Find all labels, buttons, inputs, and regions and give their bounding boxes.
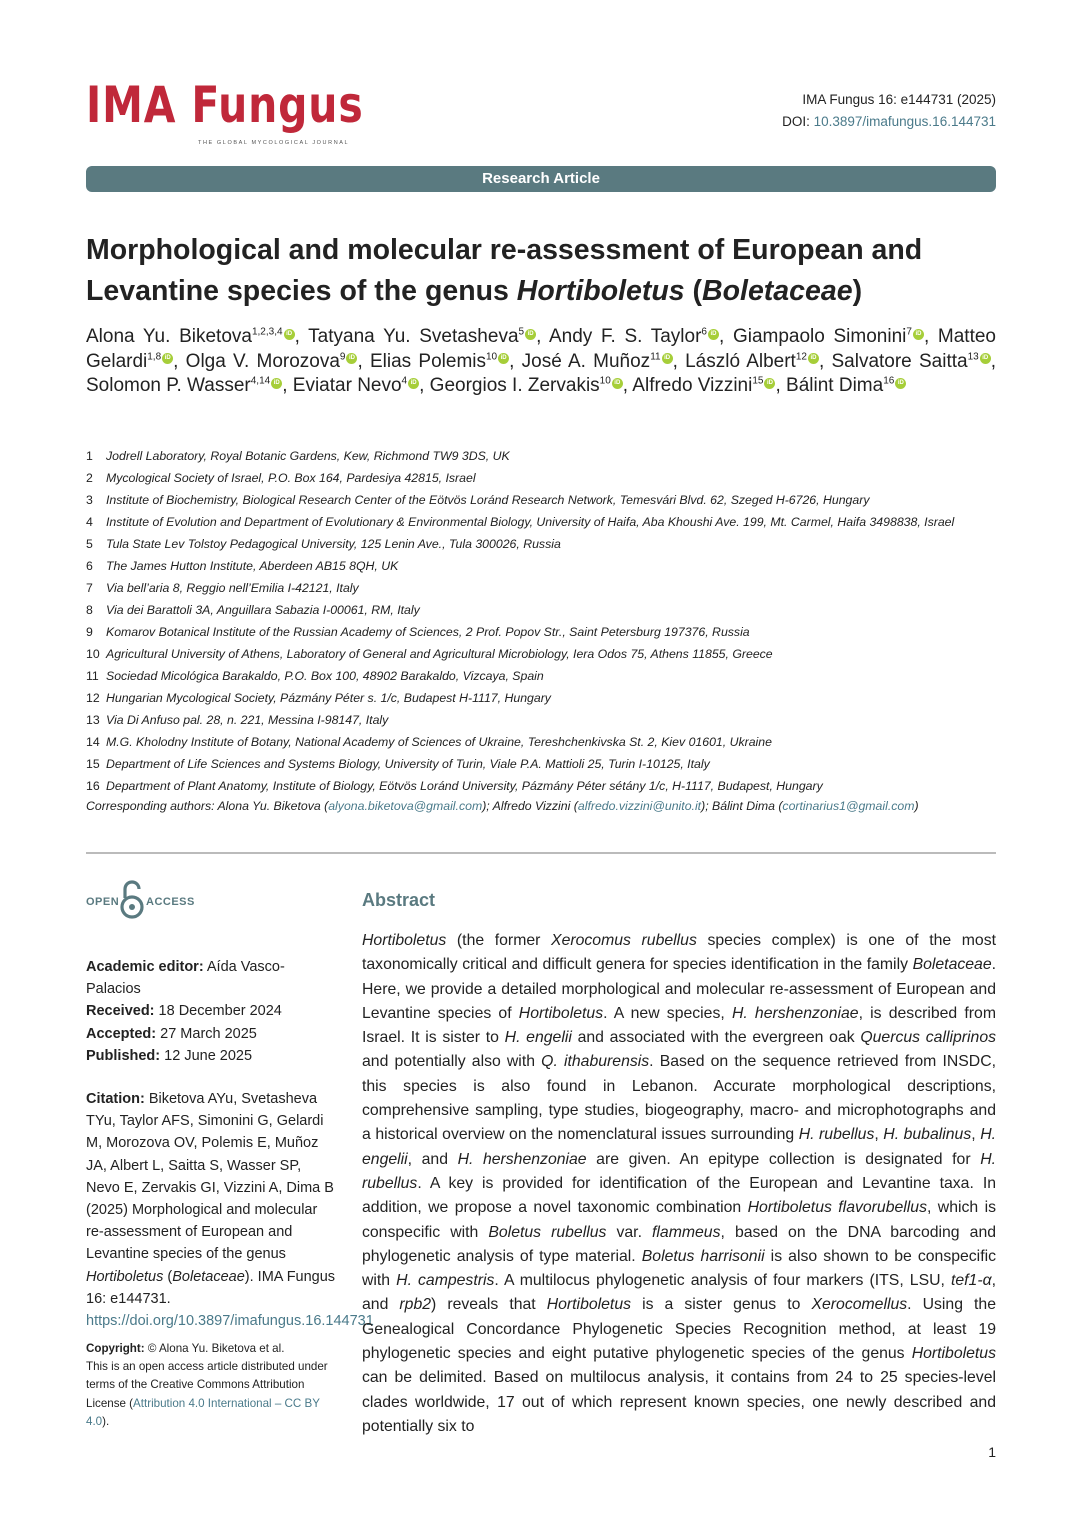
journal-volume-line: IMA Fungus 16: e144731 (2025) <box>802 92 996 107</box>
affiliation-number: 4 <box>86 515 93 529</box>
logo-wordmark: IMA Fungus <box>86 76 364 134</box>
doi-link[interactable]: 10.3897/imafungus.16.144731 <box>813 114 996 129</box>
journal-logo <box>86 76 376 150</box>
journal-reference <box>782 89 996 133</box>
section-divider <box>86 852 996 854</box>
corresponding-authors: Corresponding authors: Alona Yu. Biketova (alyona.biketova@gmail.com); Alfredo Vizzini (alfredo.vizzini@unito.it); Bálint Dima (cortinarius1@gmail.com) <box>86 799 919 813</box>
affiliation-text: Department of Plant Anatomy, Institute of Biology, Eötvös Loránd University, Pázmány Péter sétány 1/c, H-1117, Budapest, Hungary <box>106 779 823 793</box>
affiliation-text: Jodrell Laboratory, Royal Botanic Gardens, Kew, Richmond TW9 3DS, UK <box>106 449 510 463</box>
affiliation-number: 16 <box>86 779 100 793</box>
affiliation-number: 12 <box>86 691 100 705</box>
copyright-notice: Copyright: © Alona Yu. Biketova et al. This is an open access article distributed under terms of the Creative Commons Attribution License (Attribution 4.0 International – CC BY 4.0). <box>86 1342 328 1428</box>
affiliation-number: 8 <box>86 603 93 617</box>
affiliation-text: Agricultural University of Athens, Laboratory of General and Agricultural Microbiology, Iera Odos 75, Athens 11855, Greece <box>106 647 773 661</box>
open-access-right: ACCESS <box>146 896 195 908</box>
affiliation-text: Komarov Botanical Institute of the Russian Academy of Sciences, 2 Prof. Popov Str., Saint Petersburg 197376, Russia <box>106 625 750 639</box>
affiliation-item <box>86 621 1006 643</box>
affiliation-item <box>86 511 1006 533</box>
affiliation-item <box>86 599 1006 621</box>
article-metadata <box>86 956 374 1332</box>
affiliation-text: Via Di Anfuso pal. 28, n. 221, Messina I-98147, Italy <box>106 713 389 727</box>
abstract-body: Hortiboletus (the former Xerocomus rubellus species complex) is one of the most taxonomically critical and difficult genera for species identification in the family Boletaceae. Here, we provide a detailed morphological and molecular re-assessment of European and Levantine species of Hortiboletus. A new species, H. hershenzoniae, is described from Israel. It is sister to H. engelii and associated with the evergreen oak Quercus calliprinos and potentially also with Q. ithaburensis. Based on the sequence retrieved from INSDC, this species is also found in Lebanon. Accurate morphological descriptions, comprehensive sampling, type studies, biogeography, macro- and microphotographs and a historical overview on the nomenclatural issues surrounding H. rubellus, H. bubalinus, H. engelii, and H. hershenzoniae are given. An epitype collection is designated for H. rubellus. A key is provided for identification of the European and Levantine taxa. In addition, we propose a novel taxonomic combination Hortiboletus flavorubellus, which is conspecific with Boletus rubellus var. flammeus, based on the DNA barcoding and phylogenetic analysis of type material. Boletus harrisonii is also shown to be conspecific with H. campestris. A multilocus phylogenetic analysis of four markers (ITS, LSU, tef1-α, and rpb2) reveals that Hortiboletus is a sister genus to Xerocomellus. Using the Genealogical Concordance Phylogenetic Species Recognition method, at least 19 phylogenetic species and eight putative phylogenetic species of the genus Hortiboletus can be delimited. Based on multilocus analysis, it contains from 24 to 25 species-level clades worldwide, 17 out of which represent known species, one newly described and potentially six to <box>362 932 997 1435</box>
affiliation-item <box>86 687 1006 709</box>
affiliation-text: The James Hutton Institute, Aberdeen AB15 8QH, UK <box>106 559 399 573</box>
doi-label: DOI: <box>782 114 814 129</box>
affiliation-number: 2 <box>86 471 93 485</box>
affiliation-list <box>86 445 1006 797</box>
page-number: 1 <box>988 1444 996 1460</box>
affiliation-number: 7 <box>86 581 93 595</box>
academic-editor: Academic editor: Aída Vasco-Palacios <box>86 959 285 998</box>
open-access-left: OPEN <box>86 896 120 908</box>
affiliation-text: Institute of Biochemistry, Biological Research Center of the Eötvös Loránd Research Network, Temesvári Blvd. 62, Szeged H-6726, Hungary <box>106 493 870 507</box>
article-title: Morphological and molecular re-assessment of European and Levantine species of the genus Hortiboletus (Boletaceae) <box>86 234 923 307</box>
affiliation-text: Hungarian Mycological Society, Pázmány Péter s. 1/c, Budapest H-1117, Hungary <box>106 691 551 705</box>
affiliation-item <box>86 445 1006 467</box>
affiliation-number: 1 <box>86 449 93 463</box>
open-access-badge <box>86 880 206 920</box>
affiliation-text: M.G. Kholodny Institute of Botany, National Academy of Sciences of Ukraine, Tereshchenkivska St. 2, Kiev 01601, Ukraine <box>106 735 772 749</box>
author-list: Alona Yu. Biketova$^{1,2,3,4}$ iD , Tatyana Yu. Svetasheva$^5$ iD , Andy F. S. Taylor$^6$ iD , Giampaolo Simonini$^7$ iD , Matteo Gelardi$^{1,8}$ iD , Olga V. Morozova$^9$ iD , Elias Polemis$^{10}$ iD , José A. Muñoz$^{11}$ iD , László Albert$^{12}$ iD , Salvatore Saitta$^{13}$ iD , Solomon P. Wasser$^{4,14}$ iD , Eviatar Nevo$^4$ iD , Georgios I. Zervakis$^{10}$ iD , Alfredo Vizzini$^{15}$ iD , Bálint Dima$^{16}$ iD <box>86 326 996 396</box>
article-type-banner: Research Article <box>86 166 996 192</box>
affiliation-text: Tula State Lev Tolstoy Pedagogical University, 125 Lenin Ave., Tula 300026, Russia <box>106 537 561 551</box>
affiliation-item <box>86 775 1006 797</box>
affiliation-item <box>86 753 1006 775</box>
affiliation-item <box>86 643 1006 665</box>
doi-line <box>782 111 996 133</box>
affiliation-number: 5 <box>86 537 93 551</box>
affiliation-number: 6 <box>86 559 93 573</box>
affiliation-number: 9 <box>86 625 93 639</box>
affiliation-text: Sociedad Micológica Barakaldo, P.O. Box 100, 48902 Barakaldo, Vizcaya, Spain <box>106 669 544 683</box>
affiliation-number: 15 <box>86 757 100 771</box>
affiliation-item <box>86 731 1006 753</box>
affiliation-text: Via dei Barattoli 3A, Anguillara Sabazia I-00061, RM, Italy <box>106 603 420 617</box>
citation: Citation: Biketova AYu, Svetasheva TYu, Taylor AFS, Simonini G, Gelardi M, Morozova OV, Polemis E, Muñoz JA, Albert L, Saitta S, Wasser SP, Nevo E, Zervakis GI, Vizzini A, Dima B (2025) Morphological and molecular re-assessment of European and Levantine species of the genus Hortiboletus (Boletaceae). IMA Fungus 16: e144731. https://doi.org/10.3897/imafungus.16.144731 <box>86 1091 374 1330</box>
affiliation-number: 13 <box>86 713 100 727</box>
affiliation-number: 3 <box>86 493 93 507</box>
affiliation-text: Department of Life Sciences and Systems Biology, University of Turin, Viale P.A. Mattioli 25, Turin I-10125, Italy <box>106 757 710 771</box>
affiliation-item <box>86 533 1006 555</box>
affiliation-item <box>86 467 1006 489</box>
published-date: Published: 12 June 2025 <box>86 1047 253 1064</box>
logo-tagline: THE GLOBAL MYCOLOGICAL JOURNAL <box>198 140 350 146</box>
affiliation-number: 11 <box>86 669 99 683</box>
affiliation-number: 10 <box>86 647 100 661</box>
affiliation-item <box>86 665 1006 687</box>
affiliation-item <box>86 555 1006 577</box>
affiliation-item <box>86 489 1006 511</box>
affiliation-text: Via bell’aria 8, Reggio nell’Emilia I-42121, Italy <box>106 581 359 595</box>
affiliation-number: 14 <box>86 735 100 749</box>
received-date: Received: 18 December 2024 <box>86 1003 282 1020</box>
affiliation-item <box>86 577 1006 599</box>
open-access-lock-icon <box>120 880 144 920</box>
affiliation-item <box>86 709 1006 731</box>
abstract-heading: Abstract <box>362 890 436 910</box>
affiliation-text: Institute of Evolution and Department of Evolutionary & Environmental Biology, University of Haifa, Aba Khoushi Ave. 199, Mt. Carmel, Haifa 3498838, Israel <box>106 515 955 529</box>
affiliation-text: Mycological Society of Israel, P.O. Box 164, Pardesiya 42815, Israel <box>106 471 476 485</box>
accepted-date: Accepted: 27 March 2025 <box>86 1025 257 1042</box>
